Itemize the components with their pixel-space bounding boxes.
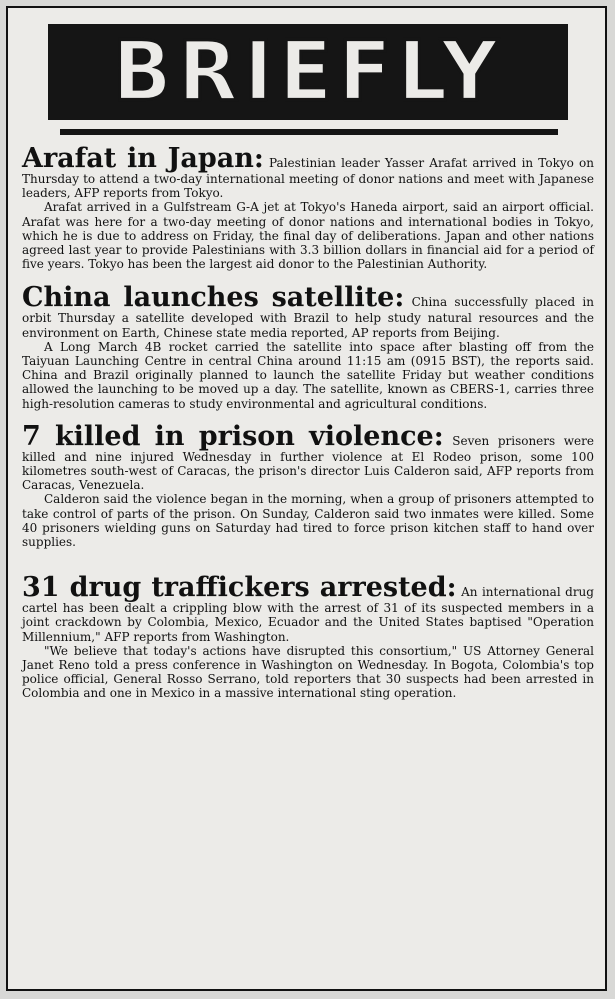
masthead-rule xyxy=(60,129,558,135)
masthead-title: BRIEFLY xyxy=(112,24,504,120)
story-headline: Arafat in Japan: xyxy=(22,143,264,174)
stories-column xyxy=(22,143,594,701)
story-lead: Palestinian leader Yasser Arafat arrived in Tokyo on Thursday to attend a two-day international meeting of donor nations and meet with Japanese leaders, AFP reports from Tokyo. xyxy=(22,156,594,201)
story-lead: China successfully placed in orbit Thursday a satellite developed with Brazil to help study natural resources and the environment on Earth, Chinese state media reported, AP reports from Beijing. xyxy=(22,295,594,340)
briefly-page xyxy=(6,6,607,991)
story-lead: Seven prisoners were killed and nine injured Wednesday in further violence at El Rodeo prison, some 100 kilometres south-west of Caracas, the prison's director Luis Calderon said, AFP reports from Caracas, Venezuela. xyxy=(22,433,594,493)
story-prison-violence xyxy=(22,420,594,550)
story-headline: China launches satellite: xyxy=(22,282,405,314)
story-lead: An international drug cartel has been dealt a crippling blow with the arrest of 31 of its suspected members in a joint crackdown by Colombia, Mexico, Ecuador and the United States baptised "Operation Millennium," AFP reports from Washington. xyxy=(22,585,594,644)
story-arafat xyxy=(22,143,594,272)
story-body: A Long March 4B rocket carried the satellite into space after blasting off from the Taiyuan Launching Centre in central China around 11:15 am (0915 BST), the reports said. China and Brazil originally planned to launch the satellite Friday but weather conditions allowed the launching to be moved up a day. The satellite, known as CBERS-1, carries three high-resolution cameras to study environmental and agricultural conditions. xyxy=(22,339,594,411)
story-body: Calderon said the violence began in the morning, when a group of prisoners attempted to take control of parts of the prison. On Sunday, Calderon said two inmates were killed. Some 40 prisoners wielding guns on Saturday had tired to force prison kitchen staff to hand over supplies. xyxy=(22,492,594,550)
story-headline: 31 drug traffickers arrested: xyxy=(22,572,457,604)
story-china-satellite xyxy=(22,282,594,411)
story-body: Arafat arrived in a Gulfstream G-A jet at Tokyo's Haneda airport, said an airport official. Arafat was here for a two-day meeting of donor nations and international bodies in Tokyo, which he is due to address on Friday, the final day of deliberations. Japan and other nations agreed last year to provide Palestinians with 3.3 billion dollars in financial aid for a period of five years. Tokyo has been the largest aid donor to the Palestinian Authority. xyxy=(22,200,594,272)
story-headline: 7 killed in prison violence: xyxy=(22,420,444,452)
story-body: "We believe that today's actions have disrupted this consortium," US Attorney General Janet Reno told a press conference in Washington on Wednesday. In Bogota, Colombia's top police official, General Rosso Serrano, told reporters that 30 suspects had been arrested in Colombia and one in Mexico in a massive international sting operation. xyxy=(22,643,594,701)
masthead-banner xyxy=(48,24,568,120)
story-drug-traffickers xyxy=(22,572,594,701)
